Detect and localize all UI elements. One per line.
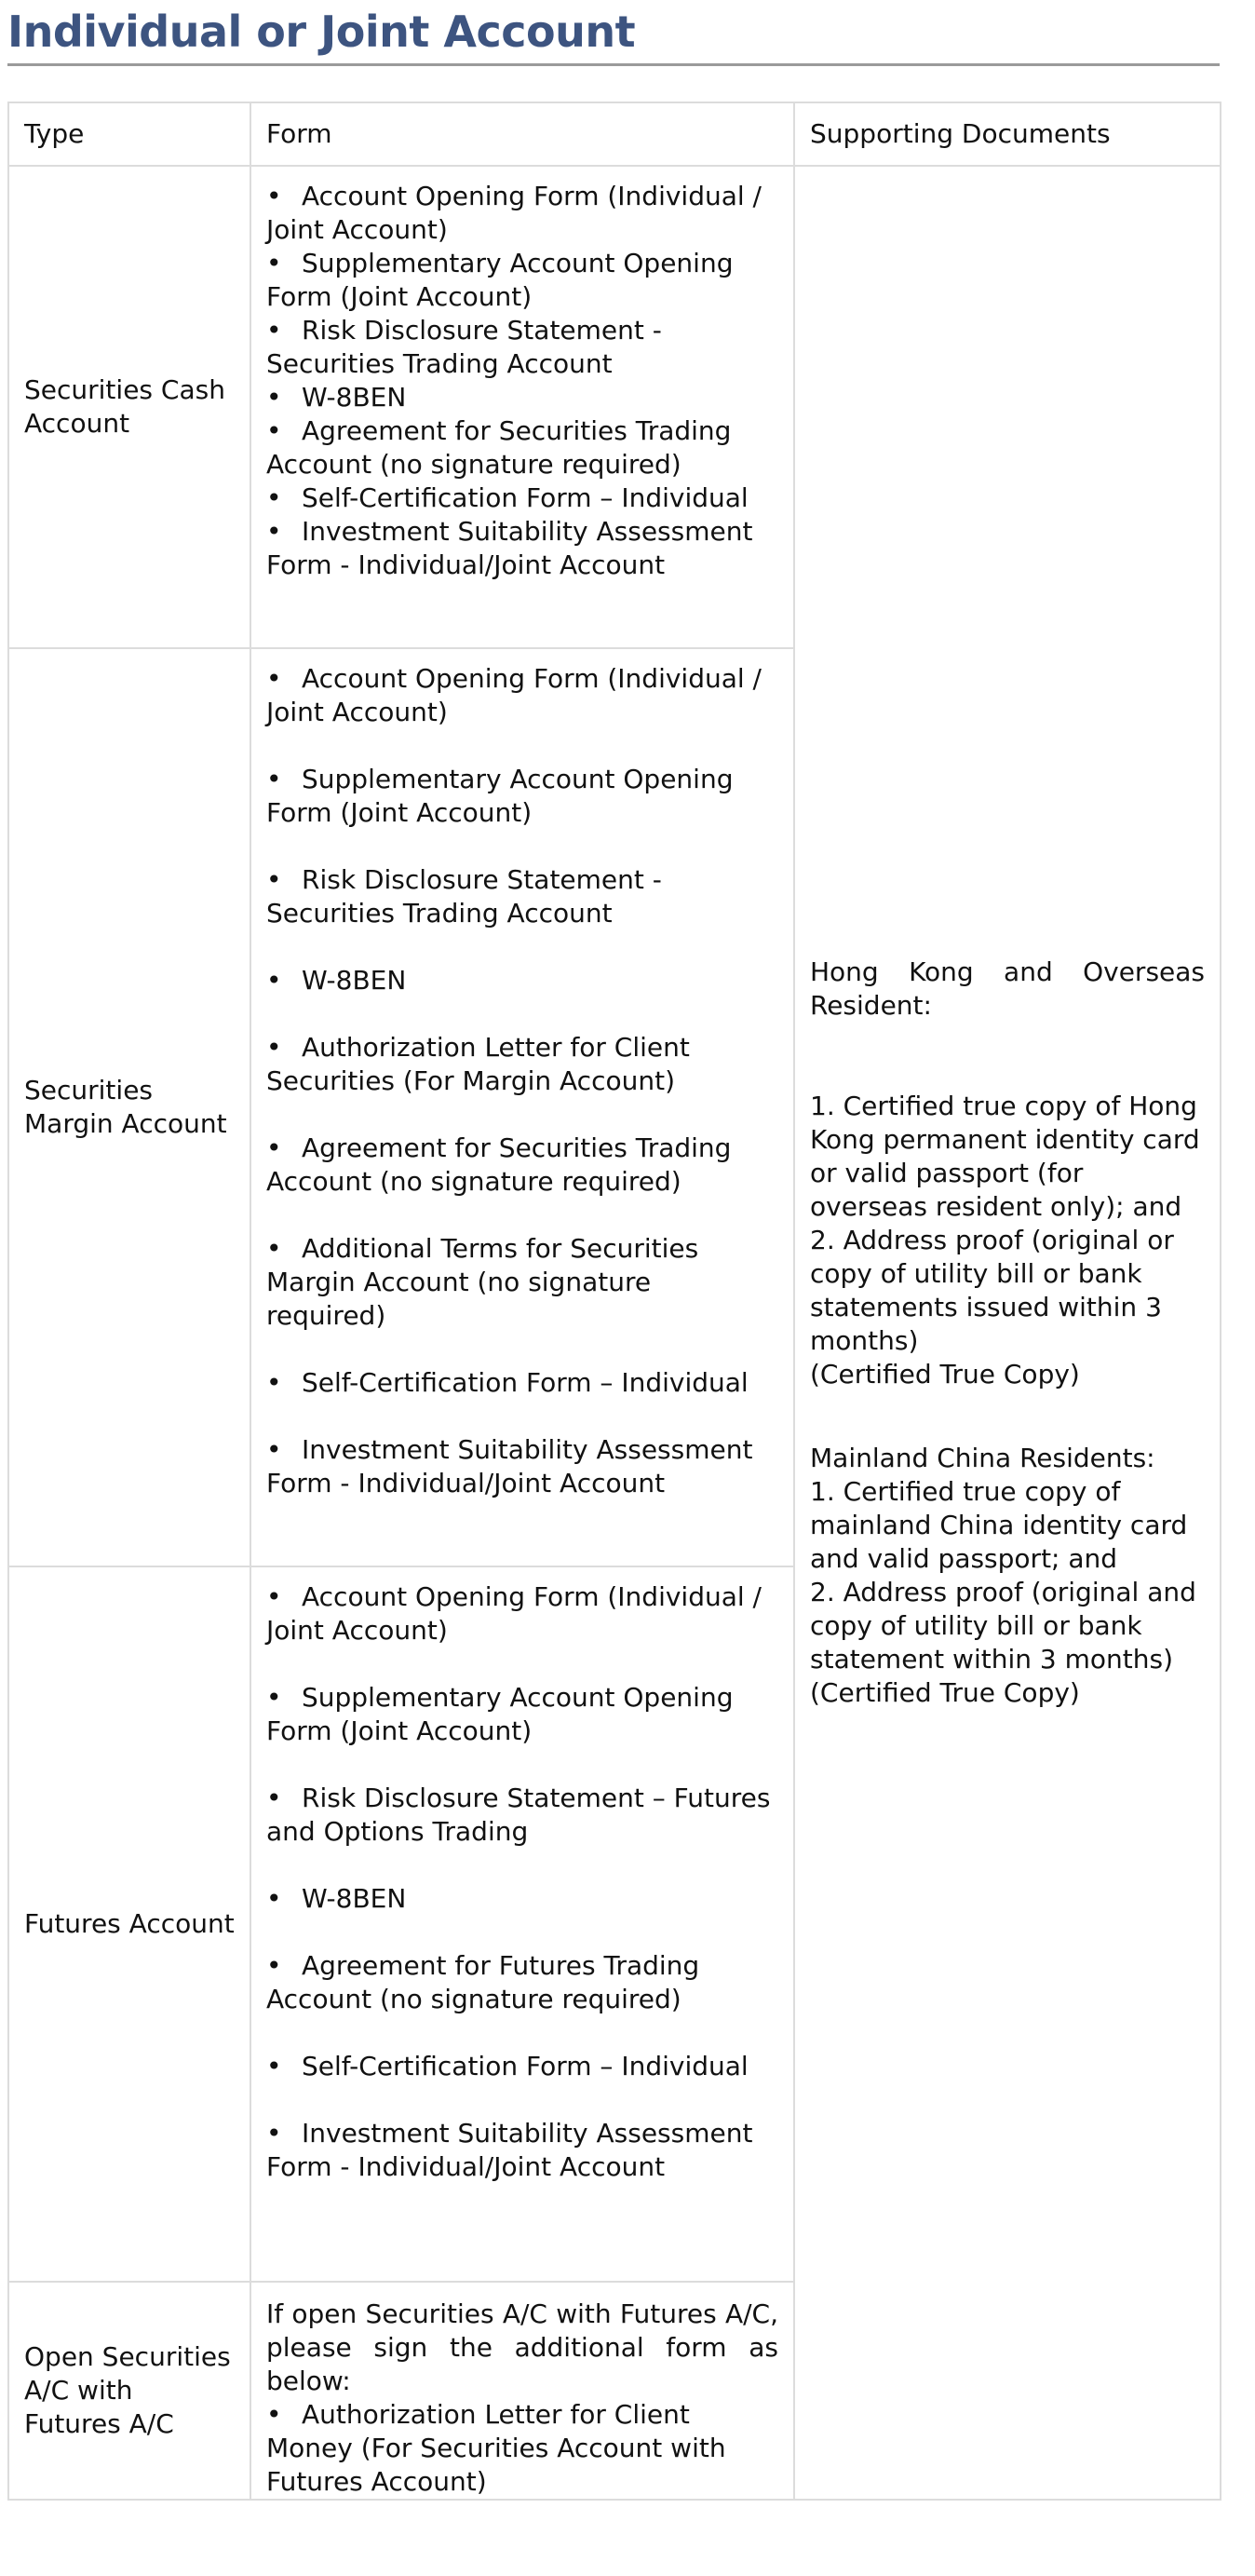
- form-list-item: • Investment Suitability Assessment Form - Individual/Joint Account: [266, 2117, 778, 2184]
- account-type-cell: Securities Margin Account: [8, 648, 250, 1566]
- form-list-cell: [250, 648, 794, 1566]
- additional-form-intro: If open Securities A/C with Futures A/C, please sign the additional form as below:: [266, 2298, 778, 2396]
- title-divider: [7, 63, 1220, 66]
- form-list-item: • Agreement for Securities Trading Account (no signature required): [266, 1132, 778, 1199]
- account-type-cell: Open Securities A/C with Futures A/C: [8, 2282, 250, 2500]
- hk-overseas-heading: Hong Kong and Overseas: [810, 956, 1205, 987]
- supporting-documents-cell: [794, 166, 1221, 2500]
- form-list-item: • Self-Certification Form – Individual: [266, 2050, 778, 2083]
- form-list-item: • W-8BEN: [266, 381, 778, 414]
- form-list-cell: [250, 166, 794, 648]
- hk-document-item: (Certified True Copy): [810, 1359, 1080, 1390]
- form-list-item: • Account Opening Form (Individual / Joint Account): [266, 180, 778, 247]
- mainland-document-item: (Certified True Copy): [810, 1677, 1080, 1708]
- form-list-item: • Self-Certification Form – Individual: [266, 1366, 778, 1400]
- form-list-item: • Account Opening Form (Individual / Joint Account): [266, 662, 778, 729]
- column-header-supporting-documents: Supporting Documents: [794, 102, 1221, 166]
- mainland-heading: Mainland China Residents:: [810, 1443, 1155, 1473]
- form-list-item: • Additional Terms for Securities Margin Account (no signature required): [266, 1232, 778, 1333]
- form-list-item: • Supplementary Account Opening Form (Joint Account): [266, 763, 778, 830]
- mainland-document-item: 1. Certified true copy of mainland China identity card and valid passport; and: [810, 1476, 1188, 1574]
- account-type-cell: Futures Account: [8, 1566, 250, 2282]
- form-list-item: • Supplementary Account Opening Form (Joint Account): [266, 247, 778, 314]
- form-list-item: • Agreement for Futures Trading Account (no signature required): [266, 1949, 778, 2016]
- hk-overseas-heading-cont: Resident:: [810, 990, 932, 1021]
- account-documents-table: [7, 102, 1221, 2501]
- form-list-item: • Authorization Letter for Client Securities (For Margin Account): [266, 1031, 778, 1098]
- form-list-item: • Investment Suitability Assessment Form - Individual/Joint Account: [266, 515, 778, 582]
- form-list-item: • Risk Disclosure Statement – Futures and Options Trading: [266, 1782, 778, 1849]
- page-title: Individual or Joint Account: [7, 7, 636, 57]
- form-list-item: • Risk Disclosure Statement - Securities Trading Account: [266, 314, 778, 381]
- form-list-item: • Risk Disclosure Statement - Securities Trading Account: [266, 863, 778, 930]
- account-type-cell: Securities Cash Account: [8, 166, 250, 648]
- form-list-item: • Authorization Letter for Client Money (For Securities Account with Futures Account): [266, 2398, 778, 2499]
- form-list-item: • Agreement for Securities Trading Account (no signature required): [266, 414, 778, 481]
- column-header-form: Form: [250, 102, 794, 166]
- form-list-item: • Supplementary Account Opening Form (Joint Account): [266, 1681, 778, 1748]
- column-header-type: Type: [8, 102, 250, 166]
- form-list-item: • W-8BEN: [266, 964, 778, 997]
- form-list-item: • Account Opening Form (Individual / Joint Account): [266, 1580, 778, 1647]
- mainland-document-item: 2. Address proof (original and copy of utility bill or bank statement within 3 months): [810, 1577, 1196, 1674]
- form-list-item: • Investment Suitability Assessment Form - Individual/Joint Account: [266, 1433, 778, 1500]
- form-list-cell: [250, 1566, 794, 2282]
- hk-document-item: 1. Certified true copy of Hong Kong permanent identity card or valid passport (for overseas resident only); and: [810, 1091, 1200, 1222]
- table-row-securities-cash: [8, 166, 1221, 648]
- hk-document-item: 2. Address proof (original or copy of utility bill or bank statements issued within 3 months): [810, 1225, 1174, 1356]
- form-list-cell: [250, 2282, 794, 2500]
- table-header-row: [8, 102, 1221, 166]
- form-list-item: • Self-Certification Form – Individual: [266, 481, 778, 515]
- form-list-item: • W-8BEN: [266, 1882, 778, 1916]
